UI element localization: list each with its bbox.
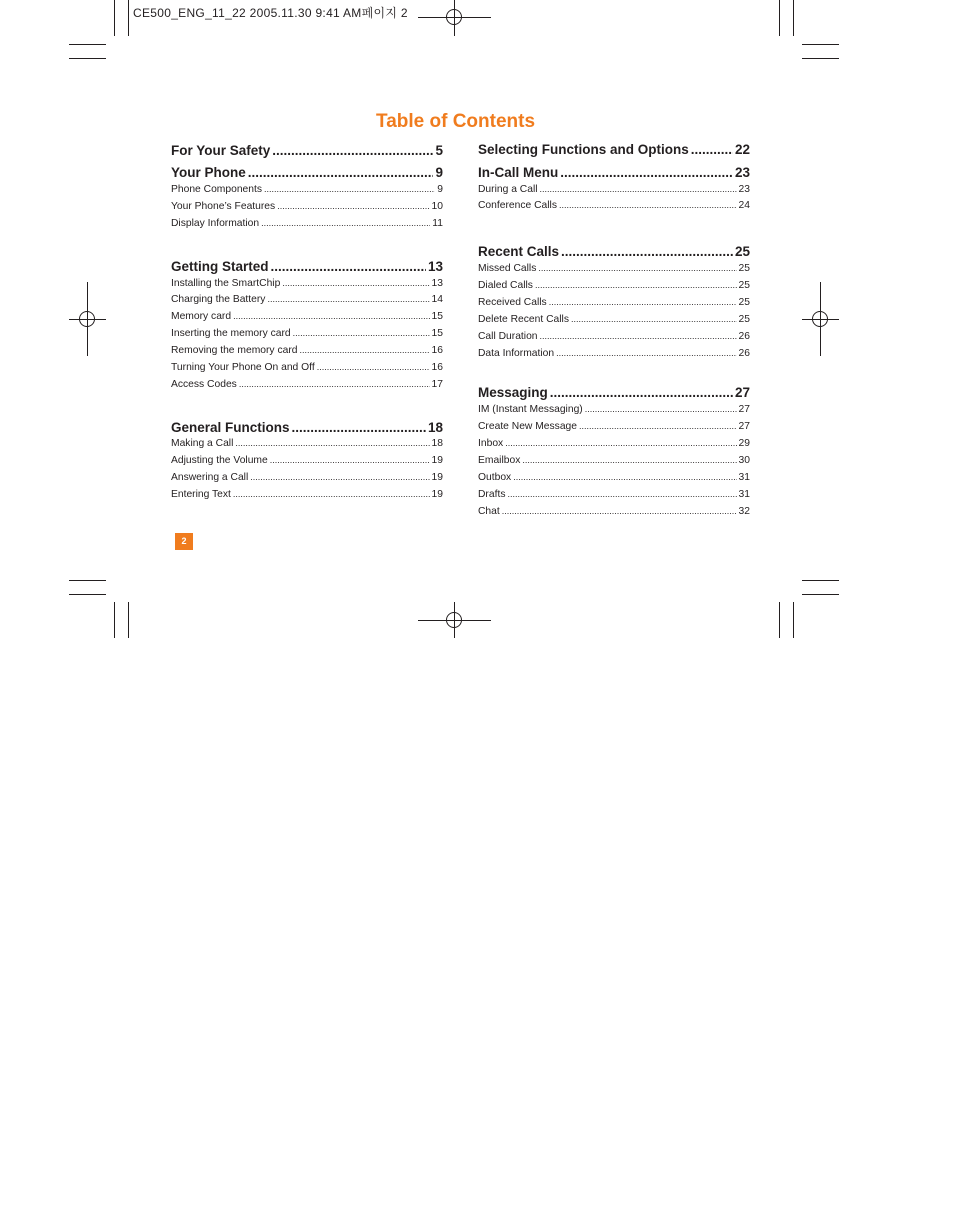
toc-entry-page: 30 (738, 455, 750, 466)
toc-entry (171, 438, 443, 449)
toc-entry (478, 404, 750, 415)
toc-entry-label: Your Phone’s Features (171, 201, 276, 212)
toc-entry-page: 13 (427, 259, 443, 274)
toc-entry-page: 25 (738, 280, 750, 291)
toc-entry-label: Display Information (171, 218, 260, 229)
toc-entry-page: 31 (738, 489, 750, 500)
toc-entry-label: Installing the SmartChip (171, 278, 281, 289)
toc-section-entry (478, 385, 750, 400)
dot-leader (292, 420, 426, 435)
dot-leader (585, 404, 737, 414)
toc-entry-page: 13 (431, 278, 443, 289)
toc-entry (171, 379, 443, 390)
toc-entry (478, 297, 750, 308)
toc-entry (171, 218, 443, 229)
dot-leader (271, 259, 426, 274)
toc-entry-page: 31 (738, 472, 750, 483)
dot-leader (299, 345, 429, 355)
toc-entry (478, 280, 750, 291)
toc-entry-page: 23 (738, 184, 750, 195)
toc-entry (171, 311, 443, 322)
toc-entry (171, 328, 443, 339)
toc-entry-label: Adjusting the Volume (171, 455, 268, 466)
toc-entry-page: 19 (431, 455, 443, 466)
toc-entry-page: 23 (734, 165, 750, 180)
toc-entry-page: 26 (738, 348, 750, 359)
toc-entry (478, 438, 750, 449)
toc-entry-label: Charging the Battery (171, 294, 266, 305)
toc-section-entry (478, 165, 750, 180)
toc-entry-label: Getting Started (171, 259, 269, 274)
dot-leader (691, 142, 733, 157)
dot-leader (535, 280, 737, 290)
dot-leader (579, 421, 737, 431)
dot-leader (235, 438, 429, 448)
toc-section-entry (171, 165, 443, 180)
toc-entry-page: 26 (738, 331, 750, 342)
toc-entry-label: IM (Instant Messaging) (478, 404, 583, 415)
dot-leader (272, 143, 433, 158)
dot-leader (267, 294, 429, 304)
dot-leader (317, 362, 430, 372)
toc-entry-label: Inbox (478, 438, 504, 449)
toc-entry (478, 455, 750, 466)
toc-entry-label: Call Duration (478, 331, 538, 342)
toc-entry (171, 455, 443, 466)
toc-entry (171, 201, 443, 212)
toc-entry-label: Received Calls (478, 297, 547, 308)
toc-entry-label: Outbox (478, 472, 512, 483)
toc-entry-label: Memory card (171, 311, 232, 322)
toc-entry-label: Selecting Functions and Options (478, 142, 689, 157)
toc-entry-page: 10 (431, 201, 443, 212)
toc-entry-page: 15 (431, 311, 443, 322)
dot-leader (502, 506, 737, 516)
toc-entry-label: Inserting the memory card (171, 328, 291, 339)
toc-entry-label: Emailbox (478, 455, 521, 466)
toc-entry-page: 32 (738, 506, 750, 517)
toc-entry-page: 24 (738, 200, 750, 211)
toc-entry-label: Create New Message (478, 421, 578, 432)
dot-leader (538, 263, 736, 273)
toc-entry (478, 348, 750, 359)
toc-entry-page: 15 (431, 328, 443, 339)
toc-entry (171, 278, 443, 289)
toc-entry (171, 294, 443, 305)
dot-leader (540, 331, 737, 341)
toc-entry-page: 18 (427, 420, 443, 435)
dot-leader (270, 455, 430, 465)
toc-entry-page: 25 (734, 244, 750, 259)
toc-entry-label: Missed Calls (478, 263, 537, 274)
print-header: CE500_ENG_11_22 2005.11.30 9:41 AM페이지 2 (133, 6, 408, 20)
toc-entry-label: Answering a Call (171, 472, 249, 483)
toc-entry-label: Drafts (478, 489, 506, 500)
toc-entry-label: Chat (478, 506, 500, 517)
toc-entry (478, 506, 750, 517)
toc-entry (478, 200, 750, 211)
toc-entry-label: Entering Text (171, 489, 231, 500)
toc-entry-page: 5 (435, 143, 443, 158)
toc-entry (478, 421, 750, 432)
toc-section-entry (171, 143, 443, 158)
toc-entry-page: 9 (435, 165, 443, 180)
dot-leader (540, 184, 737, 194)
toc-entry-page: 25 (738, 263, 750, 274)
toc-entry-page: 16 (431, 345, 443, 356)
toc-section-entry (171, 259, 443, 274)
toc-entry-label: Phone Components (171, 184, 263, 195)
dot-leader (571, 314, 737, 324)
toc-entry (171, 184, 443, 195)
toc-entry-page: 18 (431, 438, 443, 449)
dot-leader (549, 297, 737, 307)
toc-entry-page: 9 (437, 184, 443, 195)
dot-leader (507, 489, 736, 499)
toc-entry-label: Dialed Calls (478, 280, 533, 291)
toc-entry-page: 19 (431, 472, 443, 483)
toc-entry-label: Your Phone (171, 165, 246, 180)
dot-leader (250, 472, 429, 482)
dot-leader (522, 455, 736, 465)
toc-entry-page: 27 (738, 421, 750, 432)
dot-leader (277, 201, 429, 211)
toc-entry-label: During a Call (478, 184, 538, 195)
toc-entry (478, 263, 750, 274)
toc-section-entry (478, 244, 750, 259)
toc-entry-page: 29 (738, 438, 750, 449)
toc-entry-label: Conference Calls (478, 200, 557, 211)
toc-entry-page: 17 (431, 379, 443, 390)
dot-leader (550, 385, 733, 400)
toc-entry-label: Delete Recent Calls (478, 314, 569, 325)
dot-leader (282, 278, 429, 288)
toc-entry-page: 14 (431, 294, 443, 305)
toc-entry-page: 25 (738, 297, 750, 308)
toc-entry (478, 314, 750, 325)
toc-entry-label: Recent Calls (478, 244, 560, 259)
toc-entry-page: 27 (738, 404, 750, 415)
page-title: Table of Contents (376, 111, 536, 132)
dot-leader (505, 438, 736, 448)
page-number-badge: 2 (175, 533, 193, 550)
dot-leader (293, 328, 430, 338)
toc-entry-page: 19 (431, 489, 443, 500)
toc-entry-label: For Your Safety (171, 143, 271, 158)
toc-entry-label: In-Call Menu (478, 165, 559, 180)
toc-section-entry (478, 142, 750, 157)
toc-entry (478, 184, 750, 195)
toc-entry-page: 25 (738, 314, 750, 325)
toc-entry-label: Data Information (478, 348, 555, 359)
dot-leader (560, 165, 733, 180)
dot-leader (556, 348, 736, 358)
dot-leader (248, 165, 434, 180)
toc-entry-label: Turning Your Phone On and Off (171, 362, 315, 373)
toc-entry (478, 472, 750, 483)
dot-leader (264, 184, 435, 194)
dot-leader (513, 472, 736, 482)
toc-entry-label: Access Codes (171, 379, 237, 390)
toc-entry (478, 489, 750, 500)
dot-leader (239, 379, 430, 389)
toc-section-entry (171, 420, 443, 435)
toc-entry (171, 362, 443, 373)
toc-entry-page: 27 (734, 385, 750, 400)
toc-entry-label: Making a Call (171, 438, 234, 449)
toc-entry-page: 11 (432, 218, 443, 229)
toc-entry-page: 16 (431, 362, 443, 373)
toc-entry (171, 472, 443, 483)
toc-entry-label: Messaging (478, 385, 548, 400)
toc-entry (171, 489, 443, 500)
toc-entry (171, 345, 443, 356)
dot-leader (561, 244, 733, 259)
toc-entry-page: 22 (734, 142, 750, 157)
toc-entry-label: General Functions (171, 420, 290, 435)
dot-leader (233, 311, 429, 321)
dot-leader (261, 218, 430, 228)
dot-leader (559, 200, 737, 210)
dot-leader (233, 489, 430, 499)
toc-entry (478, 331, 750, 342)
toc-entry-label: Removing the memory card (171, 345, 298, 356)
